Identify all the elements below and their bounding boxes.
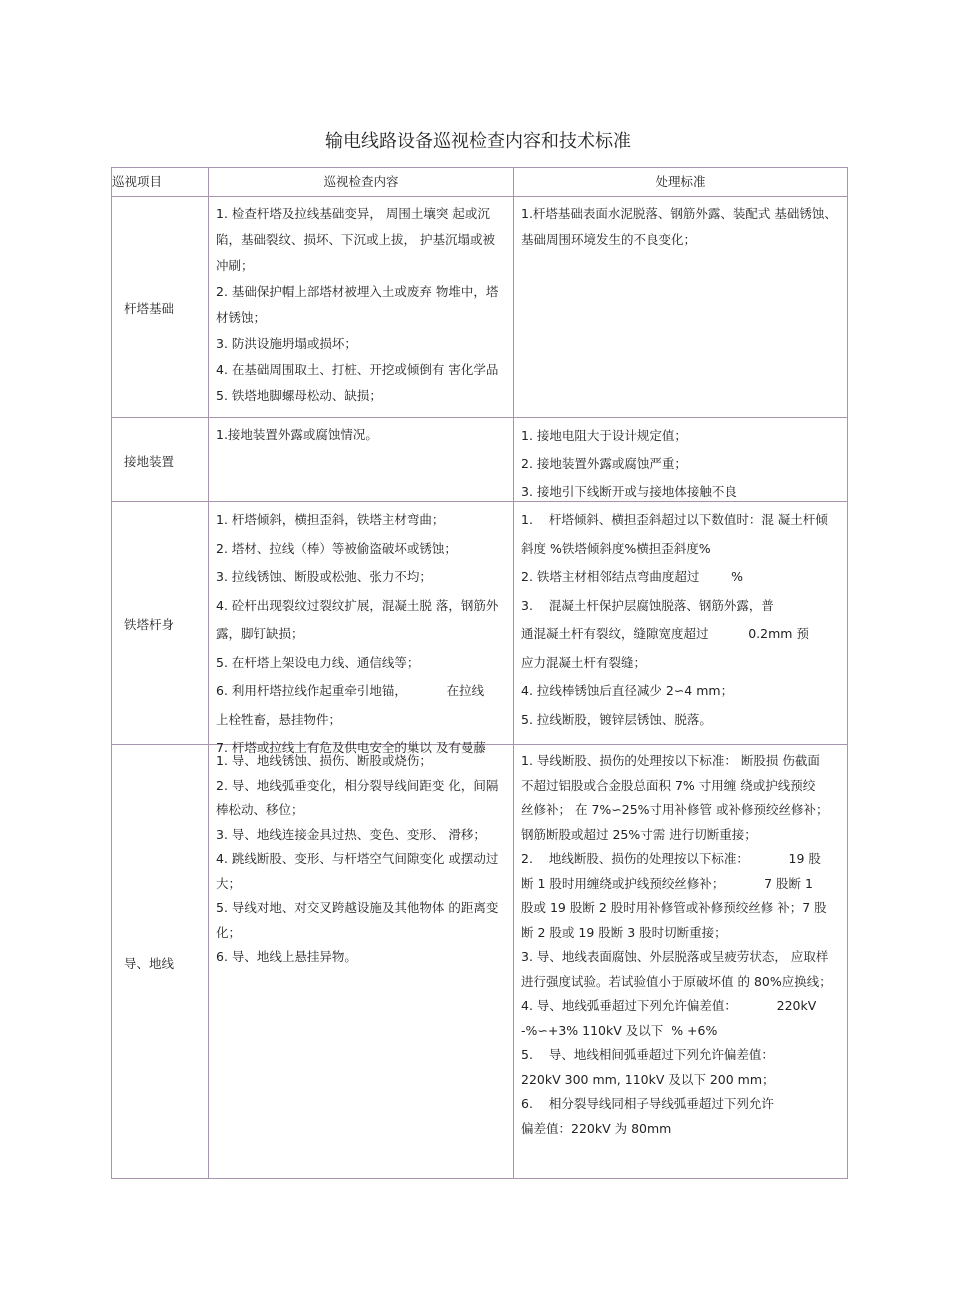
text-line: 3. 导、地线表面腐蚀、外层脱落或呈疲劳状态， 应取样 <box>521 949 829 964</box>
text-line: 材锈蚀； <box>216 310 267 325</box>
text-line: 1. 杆塔倾斜、横担歪斜超过以下数值时：混 凝土杆倾 <box>521 512 828 527</box>
text-line: 1. 导、地线锈蚀、损伤、断股或烧伤； <box>216 753 432 768</box>
text-line: 断 1 股时用缠绕或护线预绞丝修补； 7 股断 1 <box>521 875 813 891</box>
table-row <box>112 745 848 1179</box>
row-standard <box>514 197 848 418</box>
text-line: 4. 在基础周围取土、打桩、开挖或倾倒有 害化学品 <box>216 362 499 377</box>
text-line: 3. 导、地线连接金具过热、变色、变形、 滑移； <box>216 826 486 842</box>
row-item: 杆塔基础 <box>112 197 209 418</box>
text-line: 2. 铁塔主材相邻结点弯曲度超过 % <box>521 569 744 584</box>
text-line: 2. 导、地线弧垂变化，相分裂导线间距变 化，间隔 <box>216 777 499 793</box>
text-line: 6. 导、地线上悬挂异物。 <box>216 949 357 964</box>
text-line: 2. 地线断股、损伤的处理按以下标准： 19 股 <box>521 851 821 866</box>
row-content <box>209 418 514 502</box>
text-line: 上栓牲畜，悬挂物件； <box>216 711 342 727</box>
text-line: 1.杆塔基础表面水泥脱落、钢筋外露、装配式 基础锈蚀、 <box>521 206 837 221</box>
text-line: 露，脚钉缺损； <box>216 626 304 641</box>
header-standard: 处理标准 <box>514 168 848 197</box>
text-line: 4. 导、地线弧垂超过下列允许偏差值： 220kV <box>521 998 817 1013</box>
text-line: 6. 相分裂导线同相子导线弧垂超过下列允许 <box>521 1096 774 1111</box>
table-header-row <box>112 168 848 197</box>
header-content: 巡视检查内容 <box>209 168 514 197</box>
standard-lines <box>521 506 847 744</box>
text-line: 3. 接地引下线断开或与接地体接触不良 <box>521 484 737 499</box>
standard-lines <box>521 201 847 417</box>
text-line: 冲刷； <box>216 258 254 273</box>
text-line: 股或 19 股断 2 股时用补修管或补修预绞丝修 补；7 股 <box>521 900 827 915</box>
text-line: 2. 塔材、拉线（棒）等被偷盗破坏或锈蚀； <box>216 540 457 556</box>
inspection-table <box>111 167 848 1179</box>
text-line: 棒松动、移位； <box>216 802 304 817</box>
text-line: 化； <box>216 924 242 940</box>
header-item: 巡视项目 <box>112 168 209 197</box>
row-content <box>209 502 514 755</box>
table-row <box>112 502 848 745</box>
text-line: 基础周围环境发生的不良变化； <box>521 232 697 247</box>
text-line: 2. 接地装置外露或腐蚀严重； <box>521 456 687 471</box>
text-line: 7. 杆塔或拉线上有危及供电安全的巢以 及有曼藤 <box>216 740 486 755</box>
text-line: 陷，基础裂纹、损坏、下沉或上拔， 护基沉塌或被 <box>216 232 495 247</box>
text-line: 进行强度试验。若试验值小于原破坏值 的 80%应换线； <box>521 973 832 989</box>
text-line: 斜度 %铁塔倾斜度%横担歪斜度% <box>521 540 711 556</box>
text-line: 1.接地装置外露或腐蚀情况。 <box>216 427 378 442</box>
standard-lines <box>521 749 847 1178</box>
row-item: 铁塔杆身 <box>112 502 209 745</box>
text-line: 5. 拉线断股，镀锌层锈蚀、脱落。 <box>521 711 712 727</box>
row-content <box>209 745 514 1179</box>
text-line: 3. 防洪设施坍塌或损坏； <box>216 336 357 351</box>
text-line: 220kV 300 mm, 110kV 及以下 200 mm； <box>521 1071 775 1087</box>
content-lines <box>216 506 513 755</box>
text-line: 4. 拉线棒锈蚀后直径减少 2∽4 mm； <box>521 683 734 698</box>
standard-lines <box>521 422 847 501</box>
content-lines <box>216 201 513 417</box>
text-line: 5. 导线对地、对交叉跨越设施及其他物体 的距离变 <box>216 900 499 915</box>
text-line: 断 2 股或 19 股断 3 股时切断重接； <box>521 924 727 940</box>
text-line: 4. 砼杆出现裂纹过裂纹扩展，混凝土脱 落，钢筋外 <box>216 597 499 613</box>
table-row <box>112 197 848 418</box>
text-line: 2. 基础保护帽上部塔材被埋入土或废弃 物堆中，塔 <box>216 284 499 299</box>
text-line: 3. 混凝土杆保护层腐蚀脱落、钢筋外露，普 <box>521 597 774 613</box>
text-line: 钢筋断股或超过 25%寸需 进行切断重接； <box>521 826 757 842</box>
text-line: 1. 杆塔倾斜，横担歪斜，铁塔主材弯曲； <box>216 512 445 527</box>
text-line: 大； <box>216 875 242 891</box>
row-item: 导、地线 <box>112 745 209 1179</box>
table-row <box>112 418 848 502</box>
text-line: 1. 检查杆塔及拉线基础变异， 周围土壤突 起或沉 <box>216 206 490 221</box>
text-line: -%∽+3% 110kV 及以下 % +6% <box>521 1022 718 1038</box>
row-content <box>209 197 514 418</box>
text-line: 6. 利用杆塔拉线作起重牵引地锚， 在拉线 <box>216 683 485 698</box>
content-lines <box>216 749 513 1178</box>
text-line: 应力混凝土杆有裂缝； <box>521 654 647 670</box>
text-line: 4. 跳线断股、变形、与杆塔空气间隙变化 或摆动过 <box>216 851 499 866</box>
document-title: 输电线路设备巡视检查内容和技术标准 <box>325 131 631 152</box>
text-line: 3. 拉线锈蚀、断股或松弛、张力不均； <box>216 569 432 584</box>
content-lines <box>216 422 513 501</box>
row-item: 接地装置 <box>112 418 209 502</box>
text-line: 丝修补； 在 7%∽25%寸用补修管 或补修预绞丝修补； <box>521 802 829 817</box>
row-standard <box>514 745 848 1179</box>
text-line: 5. 在杆塔上架设电力线、通信线等； <box>216 654 420 670</box>
text-line: 偏差值：220kV 为 80mm <box>521 1120 672 1136</box>
text-line: 通混凝土杆有裂纹，缝隙宽度超过 0.2mm 预 <box>521 626 809 641</box>
text-line: 1. 导线断股、损伤的处理按以下标准： 断股损 伤截面 <box>521 753 820 768</box>
text-line: 不超过铝股或合金股总面积 7% 寸用缠 绕或护线预绞 <box>521 777 816 793</box>
text-line: 1. 接地电阻大于设计规定值； <box>521 428 687 443</box>
text-line: 5. 铁塔地脚螺母松动、缺损； <box>216 388 382 403</box>
row-standard <box>514 418 848 502</box>
text-line: 5. 导、地线相间弧垂超过下列允许偏差值： <box>521 1047 774 1062</box>
row-standard <box>514 502 848 745</box>
